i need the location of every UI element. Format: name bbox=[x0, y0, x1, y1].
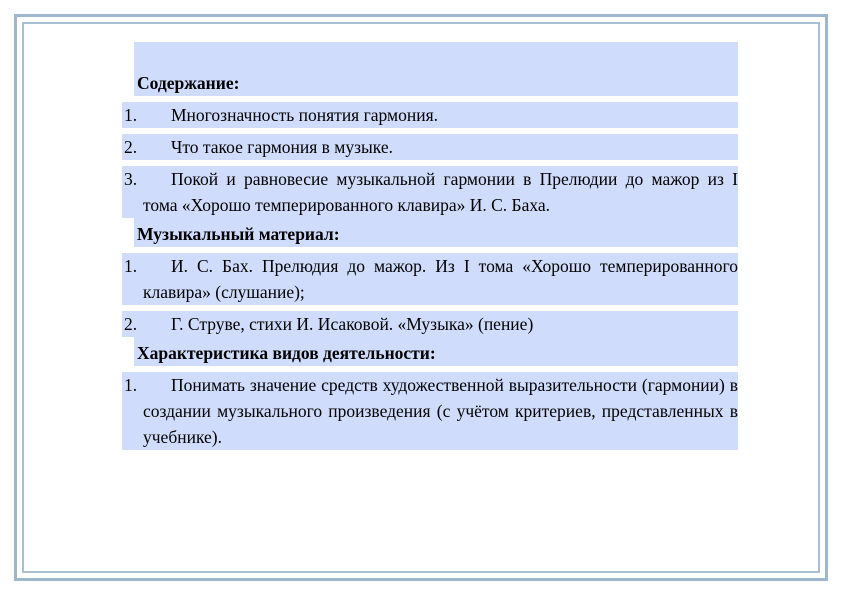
list-item-text: Понимать значение средств художественной выразительности (гармонии) в создании музыкального произведения (с учётом критериев, представленных в учебнике). bbox=[143, 375, 738, 447]
list-item bbox=[122, 134, 738, 160]
list-item bbox=[122, 253, 738, 305]
list-item-number: 1. bbox=[124, 105, 138, 125]
list-item bbox=[122, 166, 738, 218]
list-item-number: 1. bbox=[124, 375, 138, 395]
list-item-text: Покой и равновесие музыкальной гармонии в Прелюдии до мажор из I тома «Хорошо темперированного клавира» И. С. Баха. bbox=[143, 169, 738, 215]
list-item bbox=[122, 311, 738, 337]
list-item-text: И. С. Бах. Прелюдия до мажор. Из I тома «Хорошо темперированного клавира» (слушание); bbox=[143, 256, 738, 302]
section-title-activities: Характеристика видов деятельности: bbox=[134, 337, 738, 366]
list-item bbox=[122, 372, 738, 450]
section-title-content: Содержание: bbox=[134, 42, 738, 96]
list-item-text: Что такое гармония в музыке. bbox=[171, 137, 394, 157]
list-item-number: 1. bbox=[124, 256, 138, 276]
list-item bbox=[122, 102, 738, 128]
list-item-text: Г. Струве, стихи И. Исаковой. «Музыка» (пение) bbox=[171, 314, 534, 334]
list-item-number: 3. bbox=[124, 169, 138, 189]
section-title-material: Музыкальный материал: bbox=[134, 218, 738, 247]
list-item-number: 2. bbox=[124, 314, 138, 334]
list-item-number: 2. bbox=[124, 137, 138, 157]
list-item-text: Многозначность понятия гармония. bbox=[171, 105, 439, 125]
lesson-content bbox=[122, 42, 738, 450]
